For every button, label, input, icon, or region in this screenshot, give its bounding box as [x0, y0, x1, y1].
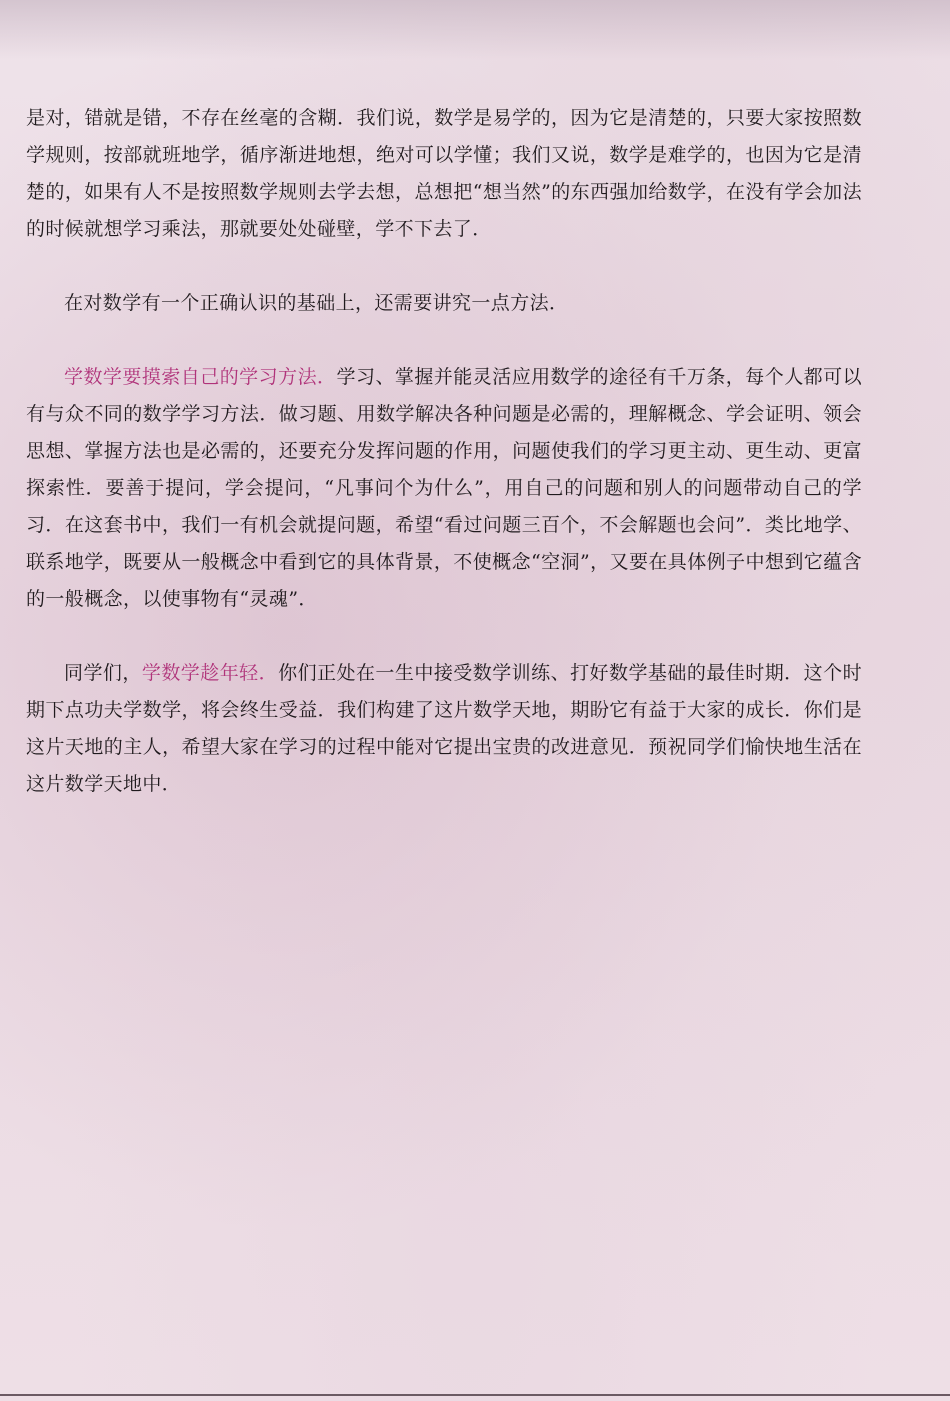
text-body	[26, 100, 862, 840]
paragraph-4-text: 你们正处在一生中接受数学训练、打好数学基础的最佳时期．这个时期下点功夫学数学，将会终生受益．我们构建了这片数学天地，期盼它有益于大家的成长．你们是这片天地的主人，希望大家在学习的过程中能对它提出宝贵的改进意见．预祝同学们愉快地生活在这片数学天地中．	[26, 662, 862, 795]
page-bottom-edge	[0, 1394, 950, 1396]
paragraph-4-highlight: 学数学趁年轻．	[141, 662, 279, 684]
paragraph-1	[26, 100, 862, 248]
paragraph-3-text: 学习、掌握并能灵活应用数学的途径有千万条，每个人都可以有与众不同的数学学习方法．做习题、用数学解决各种问题是必需的，理解概念、学会证明、领会思想、掌握方法也是必需的，还要充分发挥问题的作用，问题使我们的学习更主动、更生动、更富探索性．要善于提问，学会提问，“凡事问个为什么”，用自己的问题和别人的问题带动自己的学习．在这套书中，我们一有机会就提问题，希望“看过问题三百个，不会解题也会问”．类比地学、联系地学，既要从一般概念中看到它的具体背景，不使概念“空洞”，又要在具体例子中想到它蕴含的一般概念，以使事物有“灵魂”．	[26, 366, 862, 610]
page-top-shadow	[0, 0, 950, 60]
paragraph-2	[26, 285, 862, 322]
paragraph-3-highlight: 学数学要摸索自己的学习方法．	[64, 366, 337, 388]
paragraph-2-text: 在对数学有一个正确认识的基础上，还需要讲究一点方法．	[64, 292, 569, 314]
paragraph-1-text: 是对，错就是错，不存在丝毫的含糊．我们说，数学是易学的，因为它是清楚的，只要大家按照数学规则，按部就班地学，循序渐进地想，绝对可以学懂；我们又说，数学是难学的，也因为它是清楚的，如果有人不是按照数学规则去学去想，总想把“想当然”的东西强加给数学，在没有学会加法的时候就想学习乘法，那就要处处碰壁，学不下去了．	[26, 107, 862, 240]
paragraph-4	[26, 655, 862, 803]
paragraph-3	[26, 359, 862, 618]
paragraph-4-lead: 同学们，	[64, 662, 142, 684]
